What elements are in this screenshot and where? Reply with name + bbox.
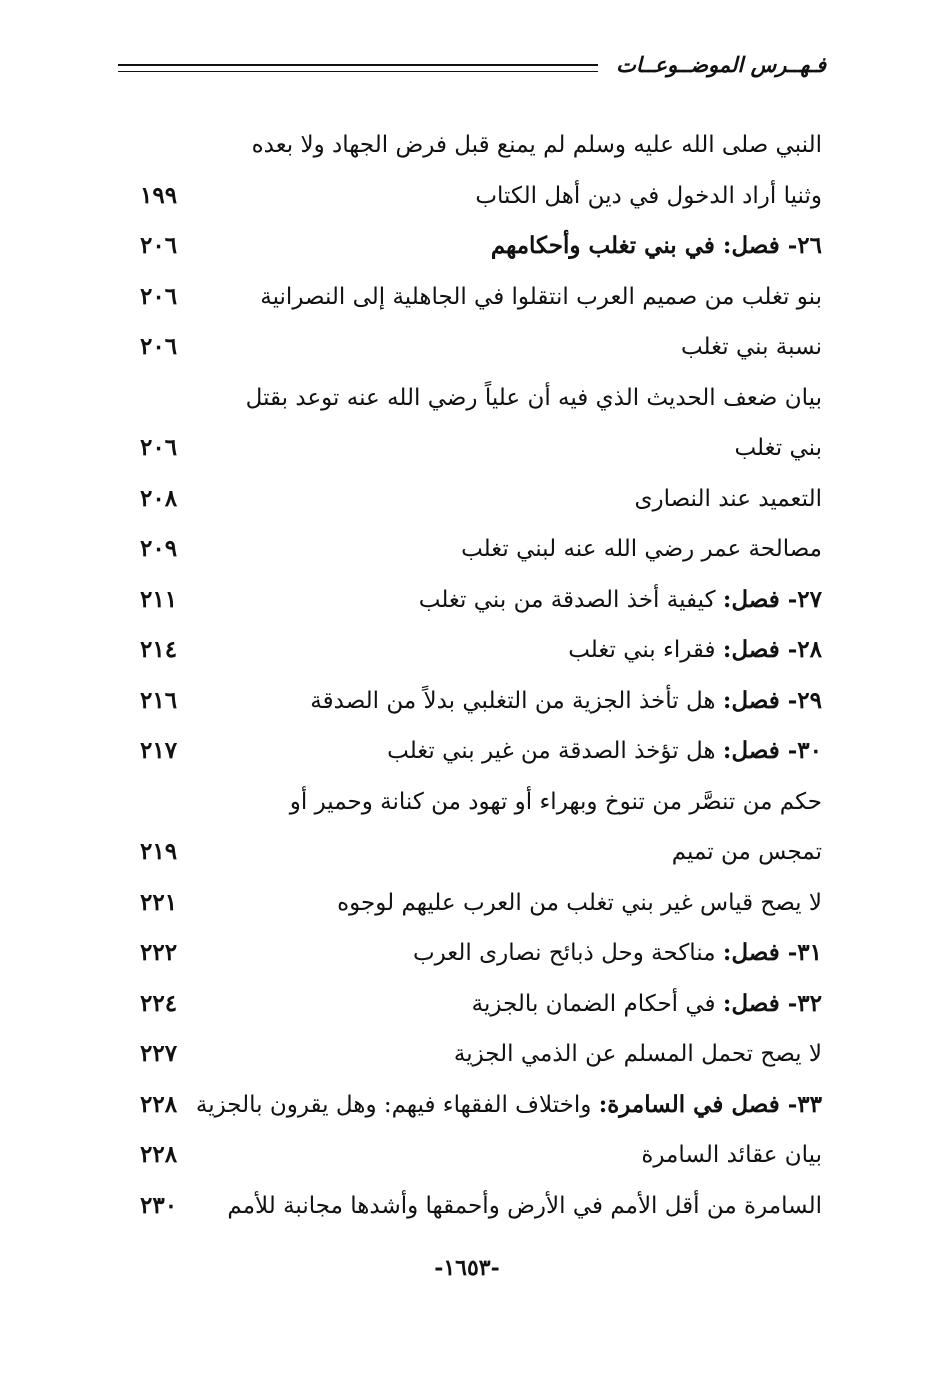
header-title: فـهــرس الموضــوعــات	[616, 52, 826, 77]
toc-entry-title	[387, 734, 822, 768]
section-label: فصل:	[722, 989, 780, 1017]
toc-row	[140, 474, 830, 525]
entry-text: مناكحة وحل ذبائح نصارى العرب	[412, 940, 723, 966]
entry-text: السامرة من أقل الأمم في الأرض وأحمقها وأشدها مجانبة للأمم	[227, 1192, 822, 1219]
toc-entry-title	[227, 1189, 822, 1223]
entry-text: حكم من تنصَّر من تنوخ وبهراء أو تهود من كنانة وحمير أو	[289, 788, 822, 815]
toc-entry-title	[454, 1037, 822, 1071]
section-number: ٣١-	[779, 939, 822, 966]
toc-entry-title	[252, 128, 822, 162]
toc-page-number: ٢٢١	[140, 888, 178, 916]
toc-entry-title	[461, 532, 822, 566]
section-label: فصل: في بني تغلب وأحكامهم	[490, 232, 780, 259]
entry-text: بيان ضعف الحديث الذي فيه أن علياً رضي الله عنه توعد بقتل	[245, 384, 822, 411]
running-header	[118, 52, 826, 82]
entry-text: بيان عقائد السامرة	[641, 1142, 822, 1168]
toc-page-number: ٢٢٤	[140, 989, 178, 1017]
section-label: فصل:	[722, 939, 780, 966]
toc-entry-title	[419, 583, 822, 617]
page-number: -١٦٥٣-	[434, 1255, 500, 1281]
entry-text: لا يصح تحمل المسلم عن الذمي الجزية	[453, 1041, 822, 1067]
section-label: فصل:	[722, 636, 780, 663]
section-label: فصل:	[722, 686, 780, 714]
entry-text: في أحكام الضمان بالجزية	[471, 990, 723, 1017]
entry-text: بنو تغلب من صميم العرب انتقلوا في الجاهلية إلى النصرانية	[260, 283, 822, 310]
toc-entry-title	[413, 936, 822, 970]
toc-page-number: ٢٠٦	[140, 434, 178, 461]
toc-entry-title	[260, 280, 822, 314]
toc-entry-title	[475, 179, 822, 213]
section-label: فصل في السامرة:	[598, 1090, 780, 1118]
toc-page-number: ٢٣٠	[140, 1191, 178, 1219]
toc-page-number: ٢١٦	[140, 686, 178, 714]
entry-text: هل تأخذ الجزية من التغلبي بدلاً من الصدقة	[310, 687, 723, 714]
toc-page-number: ٢١٤	[140, 636, 178, 663]
section-number: ٣٢-	[779, 989, 822, 1017]
section-label: فصل:	[722, 585, 780, 613]
toc-page-number: ٢٢٧	[140, 1040, 178, 1067]
toc-row	[140, 676, 830, 727]
entry-text: تمجس من تميم	[671, 839, 822, 865]
section-number: ٣٠-	[779, 737, 822, 764]
toc-row	[140, 575, 830, 626]
entry-text: هل تؤخذ الصدقة من غير بني تغلب	[387, 738, 723, 764]
section-number: ٢٦-	[779, 232, 822, 259]
toc-page-number: ١٩٩	[140, 181, 178, 209]
toc-entry-title	[641, 1138, 822, 1172]
toc-page-number: ٢٢٨	[140, 1141, 178, 1168]
toc-row	[140, 322, 830, 373]
toc-row	[140, 171, 830, 222]
toc-row	[140, 928, 830, 979]
entry-text: النبي صلى الله عليه وسلم لم يمنع قبل فرض الجهاد ولا بعده	[251, 132, 822, 158]
toc-row	[140, 726, 830, 777]
toc-entry-title	[310, 684, 822, 718]
toc-page-number: ٢٢٢	[140, 939, 178, 966]
toc-page-number: ٢٠٦	[140, 333, 178, 360]
toc-page-number: ٢١١	[140, 585, 178, 613]
toc-row	[140, 120, 830, 171]
entry-text: مصالحة عمر رضي الله عنه لبني تغلب	[461, 536, 822, 562]
entry-text: وثنيا أراد الدخول في دين أهل الكتاب	[475, 182, 822, 209]
entry-text: التعميد عند النصارى	[634, 485, 822, 512]
toc-row	[140, 272, 830, 323]
toc-entry-title	[337, 886, 822, 920]
section-number: ٢٩-	[779, 686, 822, 714]
toc-row	[140, 625, 830, 676]
entry-text: واختلاف الفقهاء فيهم: وهل يقرون بالجزية	[195, 1091, 599, 1118]
toc-entry-title	[491, 229, 822, 263]
entry-text: نسبة بني تغلب	[680, 334, 822, 360]
toc-page-number: ٢٠٩	[140, 535, 178, 562]
toc-row	[140, 777, 830, 828]
toc-page-number: ٢٢٨	[140, 1090, 178, 1118]
header-rule-thick	[118, 64, 598, 66]
toc-row	[140, 979, 830, 1030]
toc-entry-title	[681, 330, 822, 364]
toc-page-number: ٢١٧	[140, 737, 178, 764]
toc-row	[140, 373, 830, 424]
toc-row	[140, 423, 830, 474]
toc-row	[140, 524, 830, 575]
toc-row	[140, 1080, 830, 1131]
toc-entry-title	[472, 987, 822, 1021]
section-number: ٢٨-	[779, 636, 822, 663]
header-rule-thin	[118, 71, 598, 72]
toc-row	[140, 878, 830, 929]
toc-row	[140, 221, 830, 272]
entry-text: لا يصح قياس غير بني تغلب من العرب عليهم لوجوه	[337, 889, 822, 916]
toc-entry-title	[634, 482, 822, 516]
toc-entry-title	[246, 381, 822, 415]
toc-page-number: ٢٠٨	[140, 484, 178, 512]
section-label: فصل:	[722, 737, 780, 764]
toc-row	[140, 1130, 830, 1181]
section-number: ٢٧-	[779, 585, 822, 613]
section-number: ٣٣-	[779, 1090, 822, 1118]
entry-text: فقراء بني تغلب	[568, 637, 723, 663]
toc-entry-title	[290, 785, 822, 819]
toc-row	[140, 1181, 830, 1232]
entry-text: بني تغلب	[734, 435, 822, 461]
toc-entry-title	[734, 431, 822, 465]
toc-entry-title	[568, 633, 822, 667]
toc-entry-title	[672, 835, 822, 869]
toc-page-number: ٢١٩	[140, 838, 178, 865]
toc-row	[140, 827, 830, 878]
toc-page-number: ٢٠٦	[140, 282, 178, 310]
toc-row	[140, 1029, 830, 1080]
toc-page-number: ٢٠٦	[140, 232, 178, 259]
entry-text: كيفية أخذ الصدقة من بني تغلب	[418, 586, 723, 613]
table-of-contents	[140, 120, 830, 1231]
toc-entry-title	[196, 1088, 822, 1122]
